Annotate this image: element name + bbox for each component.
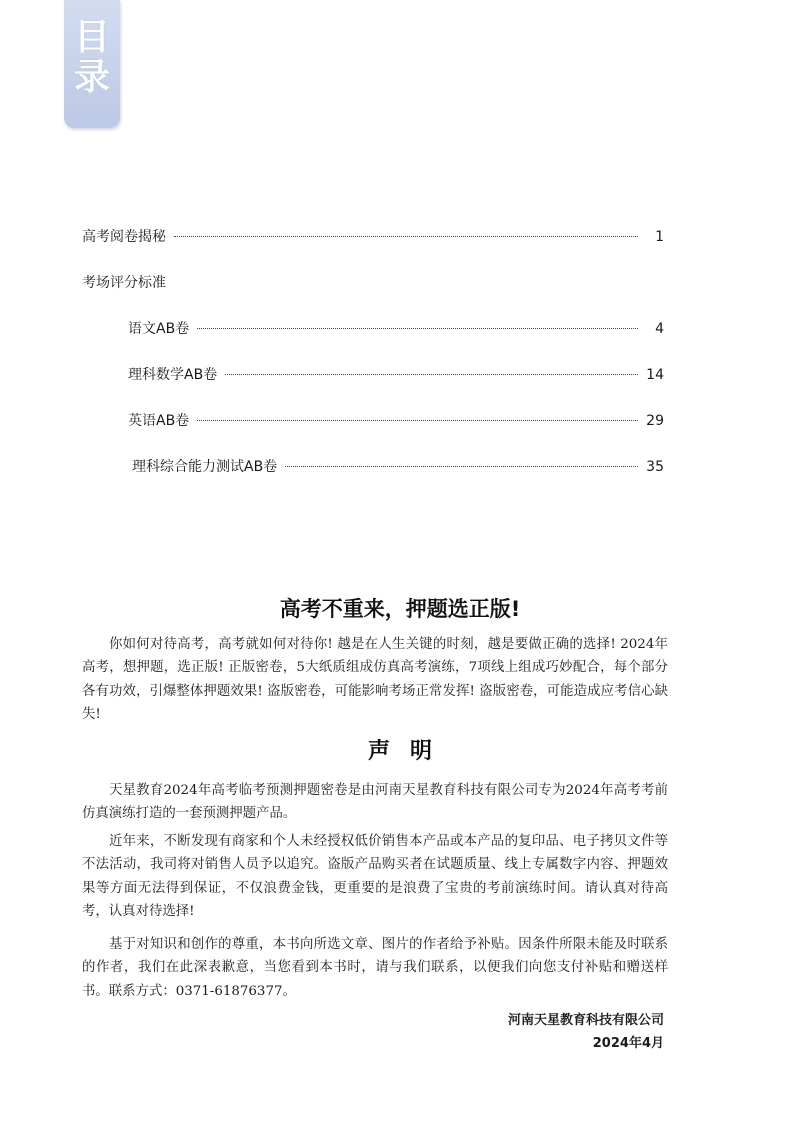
toc-section-label: 考场评分标准 <box>82 275 166 291</box>
toc-entry-page: 1 <box>655 229 664 245</box>
toc-entry-page: 4 <box>655 321 664 337</box>
toc-section-scoring-standards <box>82 272 664 318</box>
toc-header-title <box>64 18 120 98</box>
toc-header-char-1: 目 <box>73 17 110 58</box>
statement-title: 声明 <box>367 739 452 764</box>
statement-paragraph-2: 近年来，不断发现有商家和个人未经授权低价销售本产品或本产品的复印品、电子拷贝文件等不法活动，我司将对销售人员予以追究。盗版产品购买者在试题质量、线上专属数字内容、押题效果等方面无法得到保证，不仅浪费金钱，更重要的是浪费了宝贵的考前演练时间。请认真对待高考，认真对待选择! <box>82 834 668 920</box>
toc-entry-label: 英语AB卷 <box>128 413 190 429</box>
table-of-contents <box>82 226 664 502</box>
promo-paragraph: 你如何对待高考，高考就如何对待你! 越是在人生关键的时刻，越是要做正确的选择! 2024年高考，想押题，选正版! 正版密卷，5大纸质组成仿真高考演练，7项线上组成巧妙配合，每个部分各有功效，引爆整体押题效果! 盗版密卷，可能影响考场正常发挥! 盗版密卷，可能造成应考信心缺失! <box>82 637 668 723</box>
toc-entry-page: 14 <box>646 367 664 383</box>
toc-entry-label: 语文AB卷 <box>128 321 190 337</box>
toc-entry-page: 35 <box>646 459 664 475</box>
promo-title: 高考不重来，押题选正版! <box>279 597 521 621</box>
signature-date: 2024年4月 <box>592 1036 664 1051</box>
toc-leader-dots <box>197 420 638 421</box>
toc-leader-dots <box>174 236 638 237</box>
toc-entry-page: 29 <box>646 413 664 429</box>
toc-entry-exam-secrets[interactable] <box>82 226 664 272</box>
toc-header-char-2: 录 <box>73 57 110 98</box>
toc-entry-science[interactable] <box>82 456 664 502</box>
statement-paragraph-3: 基于对知识和创作的尊重，本书向所选文章、图片的作者给予补贴。因条件所限未能及时联系的作者，我们在此深表歉意，当您看到本书时，请与我们联系，以便我们向您支付补贴和赠送样书。联系方式：0371-61876377。 <box>82 937 668 999</box>
toc-entry-english[interactable] <box>82 410 664 456</box>
toc-leader-dots <box>197 328 638 329</box>
toc-header-tab <box>64 0 120 128</box>
toc-entry-label: 高考阅卷揭秘 <box>82 229 166 245</box>
signature-company: 河南天星教育科技有限公司 <box>507 1013 664 1028</box>
toc-entry-chinese[interactable] <box>82 318 664 364</box>
toc-leader-dots <box>225 374 638 375</box>
toc-entry-label: 理科综合能力测试AB卷 <box>132 459 278 475</box>
toc-entry-math[interactable] <box>82 364 664 410</box>
toc-leader-dots <box>285 466 638 467</box>
statement-paragraph-1: 天星教育2024年高考临考预测押题密卷是由河南天星教育科技有限公司专为2024年高考考前仿真演练打造的一套预测押题产品。 <box>82 783 668 822</box>
toc-entry-label: 理科数学AB卷 <box>128 367 218 383</box>
